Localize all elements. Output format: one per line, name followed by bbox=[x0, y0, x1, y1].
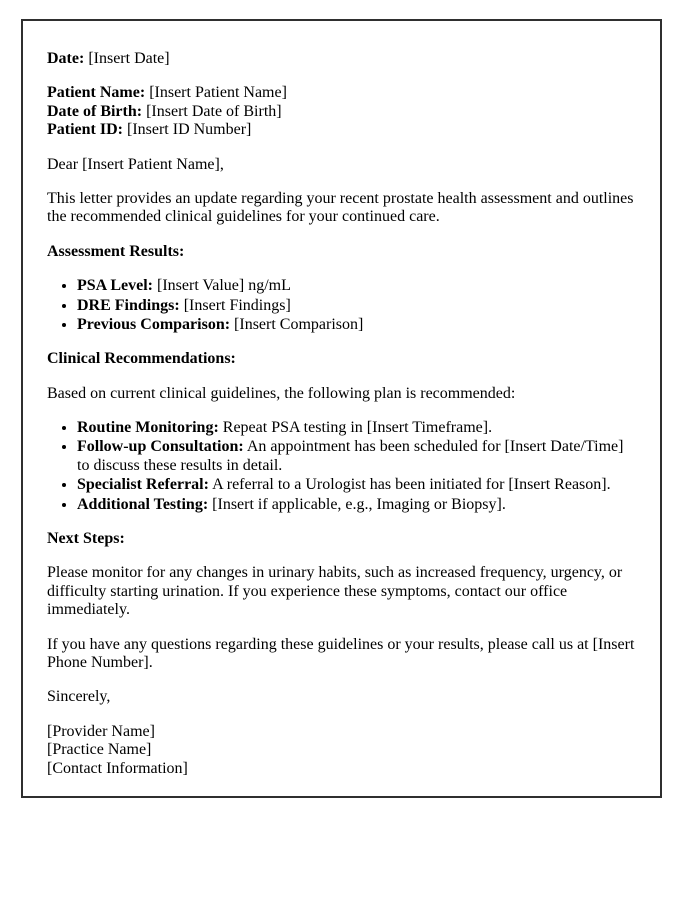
item-text: A referral to a Urologist has been initiated for [Insert Reason]. bbox=[212, 476, 611, 494]
letter-page bbox=[21, 19, 662, 798]
date-label: Date: bbox=[47, 50, 85, 67]
signature-contact: [Contact Information] bbox=[47, 759, 188, 777]
patient-id-label: Patient ID: bbox=[47, 121, 123, 139]
list-item bbox=[77, 316, 636, 334]
patient-info-block bbox=[47, 84, 636, 139]
assessment-heading: Assessment Results: bbox=[47, 242, 185, 260]
next-steps-paragraph-1: Please monitor for any changes in urinary habits, such as increased frequency, urgency, or difficulty starting urination. If you experience these symptoms, contact our office immediately. bbox=[47, 564, 623, 619]
item-label: DRE Findings: bbox=[77, 296, 180, 314]
list-item bbox=[77, 496, 636, 514]
list-item bbox=[77, 277, 636, 295]
recommendations-list bbox=[47, 419, 636, 514]
signature-block bbox=[47, 723, 636, 778]
item-label: Routine Monitoring: bbox=[77, 419, 219, 437]
item-label: PSA Level: bbox=[77, 277, 153, 295]
date-value: [Insert Date] bbox=[88, 50, 170, 67]
dob-label: Date of Birth: bbox=[47, 102, 143, 120]
patient-name-label: Patient Name: bbox=[47, 84, 146, 102]
item-label: Specialist Referral: bbox=[77, 476, 209, 494]
list-item bbox=[77, 419, 636, 437]
signature-practice: [Practice Name] bbox=[47, 741, 152, 759]
item-text: An appointment has been scheduled for [Insert Date/Time] to discuss these results in detail. bbox=[77, 438, 624, 474]
item-label: Additional Testing: bbox=[77, 495, 209, 513]
item-label: Follow-up Consultation: bbox=[77, 438, 244, 456]
next-steps-paragraph-2: If you have any questions regarding these guidelines or your results, please call us at [Insert Phone Number]. bbox=[47, 635, 635, 671]
dob-value: [Insert Date of Birth] bbox=[146, 102, 282, 120]
patient-id-value: [Insert ID Number] bbox=[126, 121, 252, 139]
item-text: Repeat PSA testing in [Insert Timeframe]. bbox=[222, 419, 493, 437]
next-steps-heading: Next Steps: bbox=[47, 530, 125, 548]
assessment-list bbox=[47, 277, 636, 334]
intro-paragraph: This letter provides an update regarding your recent prostate health assessment and outlines the recommended clinical guidelines for your continued care. bbox=[47, 189, 634, 226]
recommendations-heading: Clinical Recommendations: bbox=[47, 350, 236, 368]
item-text: [Insert Value] ng/mL bbox=[157, 277, 291, 295]
item-label: Previous Comparison: bbox=[77, 315, 231, 333]
signature-provider: [Provider Name] bbox=[47, 722, 155, 740]
patient-name-value: [Insert Patient Name] bbox=[149, 84, 287, 102]
date-line bbox=[47, 50, 636, 68]
list-item bbox=[77, 438, 636, 475]
item-text: [Insert if applicable, e.g., Imaging or Biopsy]. bbox=[212, 495, 506, 513]
list-item bbox=[77, 297, 636, 315]
list-item bbox=[77, 476, 636, 494]
item-text: [Insert Comparison] bbox=[234, 315, 364, 333]
recommendations-intro: Based on current clinical guidelines, the following plan is recommended: bbox=[47, 384, 516, 402]
salutation: Dear [Insert Patient Name], bbox=[47, 155, 224, 173]
closing: Sincerely, bbox=[47, 688, 111, 706]
item-text: [Insert Findings] bbox=[183, 296, 291, 314]
